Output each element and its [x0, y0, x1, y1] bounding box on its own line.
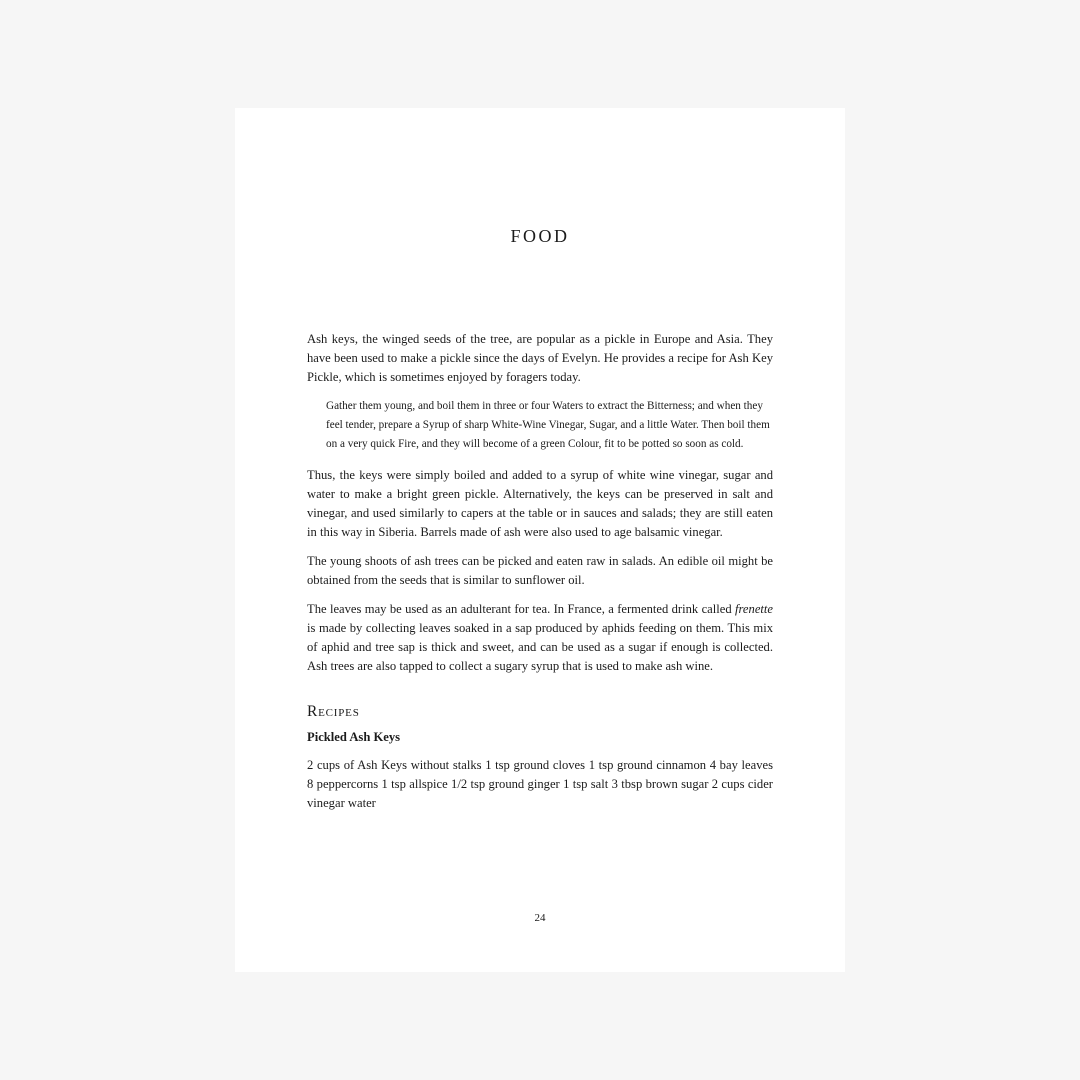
page-body — [307, 330, 773, 823]
paragraph-young-shoots: The young shoots of ash trees can be picked and eaten raw in salads. An edible oil might be obtained from the seeds that is similar to sunflower oil. — [307, 554, 773, 587]
paragraph-leaves-end: is made by collecting leaves soaked in a sap produced by aphids feeding on them. This mix of aphid and tree sap is thick and sweet, and can be used as a sugar if enough is collected. Ash trees are also tapped to collect a sugary syrup that is used to make ash wine. — [307, 621, 773, 673]
evelyn-quote: Gather them young, and boil them in three or four Waters to extract the Bitterness; and when they feel tender, prepare a Syrup of sharp White-Wine Vinegar, Sugar, and a little Water. Then boil them on a very quick Fire, and they will become of a green Colour, fit to be potted so soon as cold. — [326, 400, 770, 450]
book-page — [235, 108, 845, 972]
paragraph-boiled-keys: Thus, the keys were simply boiled and added to a syrup of white wine vinegar, sugar and water to make a bright green pickle. Alternatively, the keys can be preserved in salt and vinegar, and used similarly to capers at the table or in sauces and salads; they are still eaten in this way in Siberia. Barrels made of ash were also used to age balsamic vinegar. — [307, 468, 773, 539]
paragraph-ash-keys: Ash keys, the winged seeds of the tree, are popular as a pickle in Europe and Asia. They have been used to make a pickle since the days of Evelyn. He provides a recipe for Ash Key Pickle, which is sometimes enjoyed by foragers today. — [307, 332, 773, 384]
paragraph-leaves — [307, 600, 773, 676]
paragraph-leaves-start: The leaves may be used as an adulterant for tea. In France, a fermented drink called — [307, 602, 735, 616]
ingredients-list: 2 cups of Ash Keys without stalks 1 tsp ground cloves 1 tsp ground cinnamon 4 bay leaves 8 peppercorns 1 tsp allspice 1/2 tsp ground ginger 1 tsp salt 3 tbsp brown sugar 2 cups cider vinegar water — [307, 758, 773, 810]
page-number: 24 — [534, 912, 546, 924]
frenette-term: frenette — [735, 602, 773, 616]
chapter-title: FOOD — [510, 226, 570, 246]
section-heading-recipes: Recipes — [307, 703, 360, 720]
recipe-title: Pickled Ash Keys — [307, 730, 401, 744]
